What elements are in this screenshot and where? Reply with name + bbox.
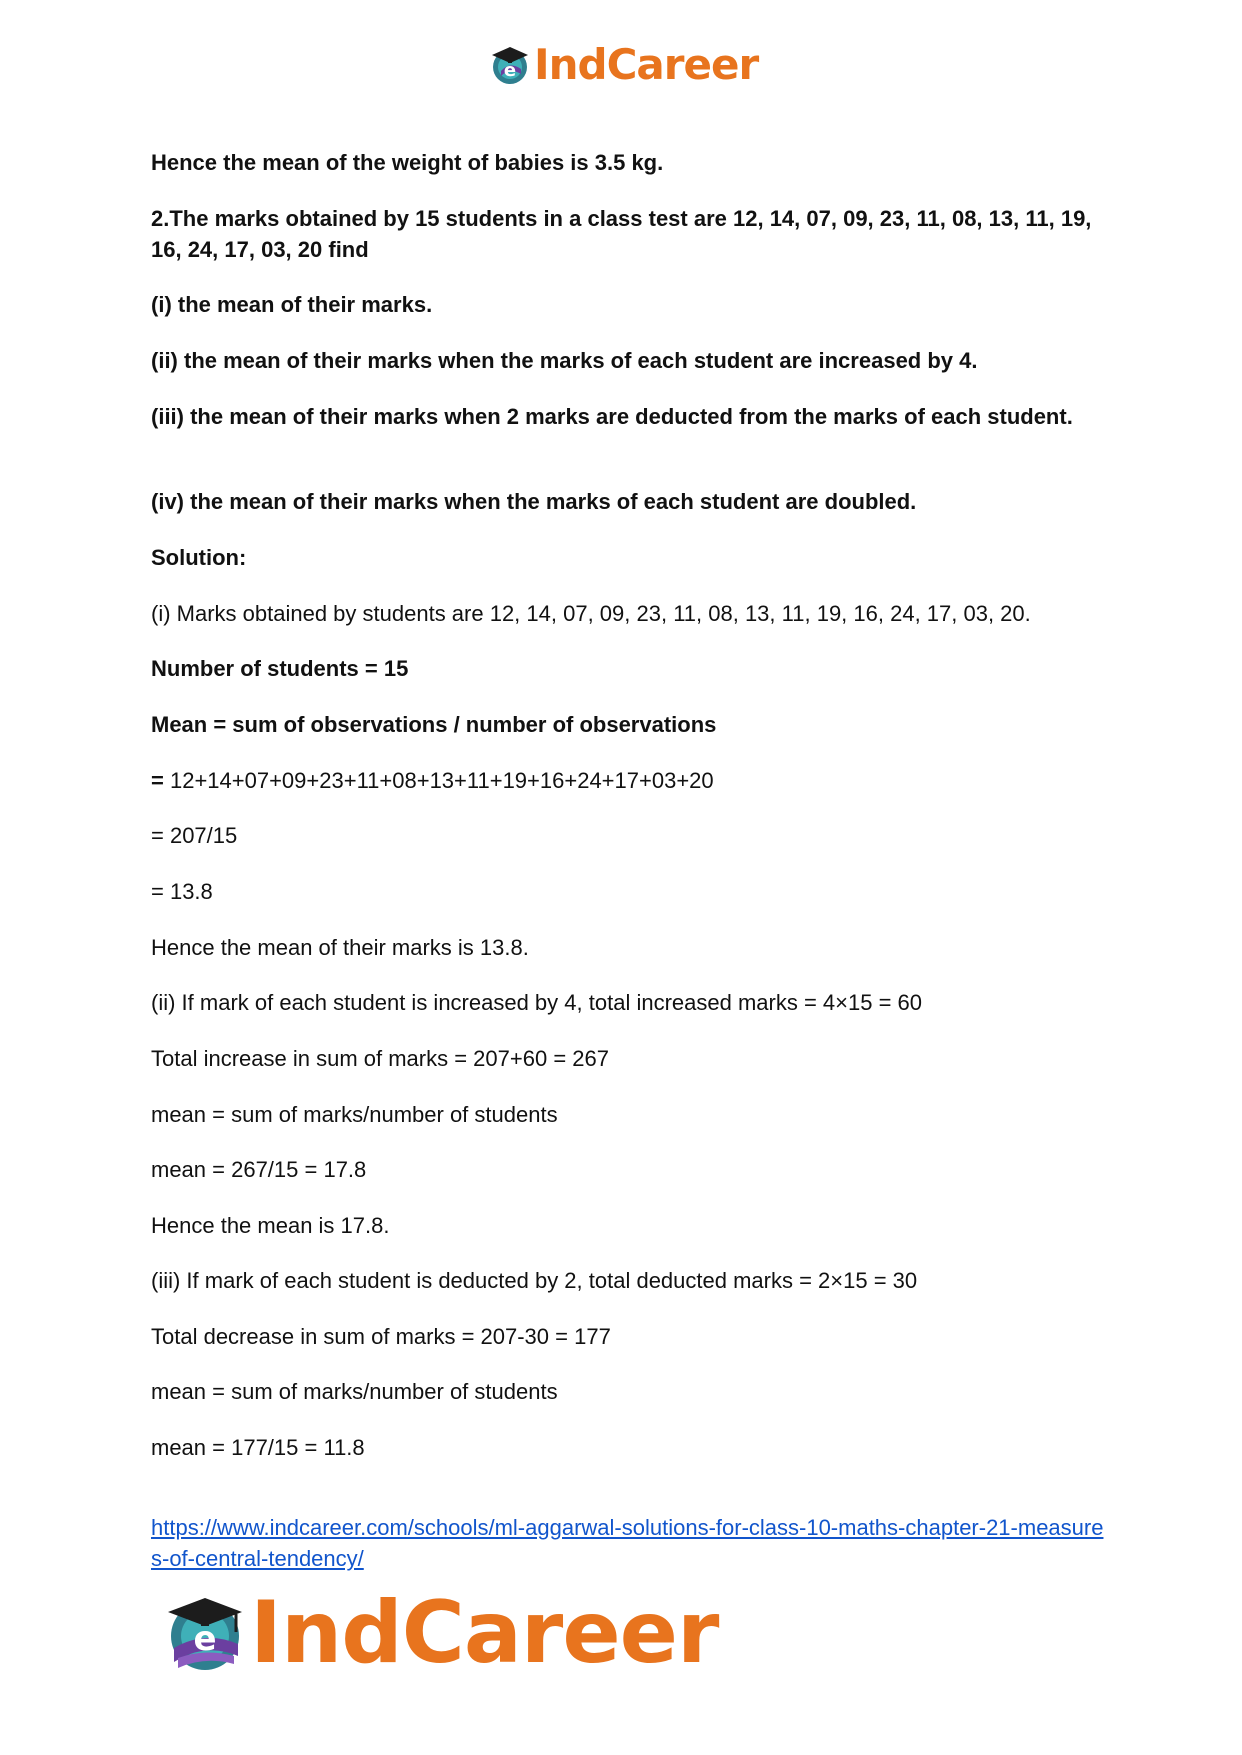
paragraph [151,876,1111,907]
paragraph-text: 12+14+07+09+23+11+08+13+11+19+16+24+17+03+20 [163,768,714,793]
graduation-books-globe-icon [162,1590,248,1676]
paragraph-text: (i) the mean of their marks. [151,292,433,317]
paragraph [151,1043,1111,1074]
logo-text: IndCareer [534,40,759,89]
paragraph [151,598,1111,629]
paragraph [151,1321,1111,1352]
paragraph [151,345,1111,376]
paragraph-text: Hence the mean of their marks is 13.8. [151,935,529,960]
paragraph [151,1432,1111,1463]
paragraph-text: Number of students = 15 [151,656,409,681]
paragraph [151,987,1111,1018]
paragraph-text: (iii) If mark of each student is deducted by 2, total deducted marks = 2×15 = 30 [151,1268,918,1293]
footer-logo [162,1585,718,1681]
paragraph-text: Hence the mean of the weight of babies is 3.5 kg. [151,150,664,175]
paragraph-text: 2.The marks obtained by 15 students in a class test are 12, 14, 07, 09, 23, 11, 08, 13, 11, 19, 16, 24, 17, 03, 20 find [151,206,1092,262]
paragraph [151,653,1111,684]
paragraph [151,1265,1111,1296]
paragraph [151,1210,1111,1241]
paragraph [151,542,1111,573]
paragraph-text: (iii) the mean of their marks when 2 marks are deducted from the marks of each student. [151,404,1073,429]
paragraph-text: (i) Marks obtained by students are 12, 14, 07, 09, 23, 11, 08, 13, 11, 19, 16, 24, 17, 03, 20. [151,601,1031,626]
source-link[interactable]: https://www.indcareer.com/schools/ml-aggarwal-solutions-for-class-10-maths-chapter-21-measures-of-central-tendency/ [151,1515,1104,1571]
paragraph [151,401,1111,432]
paragraph [151,289,1111,320]
paragraph [151,1099,1111,1130]
paragraph-text: (ii) the mean of their marks when the marks of each student are increased by 4. [151,348,978,373]
paragraph [151,1376,1111,1407]
paragraph-text: mean = 267/15 = 17.8 [151,1157,367,1182]
header-logo [488,40,758,90]
paragraph-text: Solution: [151,545,247,570]
paragraph-text: mean = 177/15 = 11.8 [151,1435,365,1460]
paragraph [151,765,1111,796]
paragraph-text: Hence the mean is 17.8. [151,1213,390,1238]
paragraph [151,203,1111,265]
paragraph [151,1154,1111,1185]
paragraph-text: mean = sum of marks/number of students [151,1379,558,1404]
paragraph-text: mean = sum of marks/number of students [151,1102,558,1127]
paragraph [151,147,1111,178]
graduation-globe-icon [488,43,532,87]
paragraph-text: = 13.8 [151,879,213,904]
paragraph [151,932,1111,963]
equals-sign: = [151,768,164,793]
paragraph-text: = 207/15 [151,823,238,848]
paragraph-text: Total decrease in sum of marks = 207-30 = 177 [151,1324,611,1349]
paragraph-text: (iv) the mean of their marks when the marks of each student are doubled. [151,489,917,514]
paragraph-text: (ii) If mark of each student is increased by 4, total increased marks = 4×15 = 60 [151,990,922,1015]
paragraph [151,486,1111,517]
paragraph-text: Total increase in sum of marks = 207+60 = 267 [151,1046,609,1071]
svg-text:e: e [503,60,517,81]
paragraph [151,820,1111,851]
paragraph-text: Mean = sum of observations / number of observations [151,712,717,737]
logo-text-large: IndCareer [250,1583,719,1683]
svg-text:e: e [193,1619,217,1659]
paragraph [151,709,1111,740]
